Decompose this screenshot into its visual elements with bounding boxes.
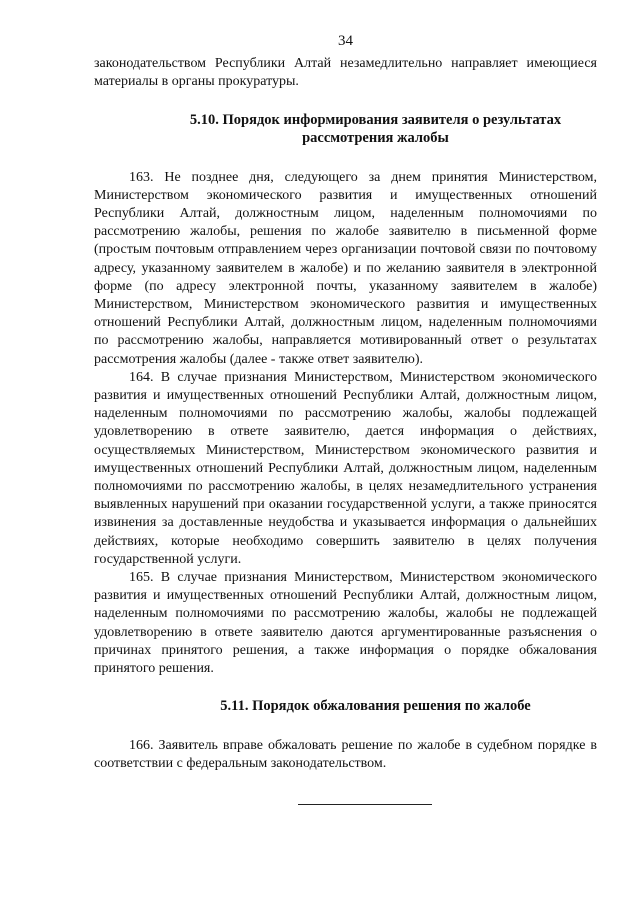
section-5-11-heading: 5.11. Порядок обжалования решения по жалобе [220,698,531,715]
paragraph-165: 165. В случае признания Министерством, Министерством экономического развития и имущественных отношений Республики Алтай, должностным лицом, наделенным полномочиями по рассмотрению жалобы, жалобы не подлежащей удовлетворению в ответе заявителю даются аргументированные разъяснения о причинах принятого решения, а также информация о порядке обжалования принятого решения. [94,570,597,677]
paragraph-163: 163. Не позднее дня, следующего за днем принятия Министерством, Министерством экономического развития и имущественных отношений Республики Алтай, должностным лицом, наделенным полномочиями по рассмотрению жалобы, решения по жалобе заявителю в письменной форме (простым почтовым отправлением через организации почтовой связи по почтовому адресу, указанному заявителем в жалобе) и по желанию заявителя в электронной форме (по адресу электронной почты, указанному заявителем в жалобе) Министерством, Министерством экономического развития и имущественных отношений Республики Алтай, должностным лицом, наделенным полномочиями по рассмотрению жалобы, направляется мотивированный ответ о результатах рассмотрения жалобы (далее - также ответ заявителю). [94,169,597,367]
end-divider [298,804,432,805]
paragraph-166: 166. Заявитель вправе обжаловать решение по жалобе в судебном порядке в соответствии с федеральным законодательством. [94,737,597,771]
page-number: 34 [338,33,353,49]
document-page [94,32,597,805]
paragraph-164: 164. В случае признания Министерством, Министерством экономического развития и имущественных отношений Республики Алтай, должностным лицом, наделенным полномочиями по рассмотрению жалобы, жалобы подлежащей удовлетворению в ответе заявителю, дается информация о действиях, осуществляемых Министерством, Министерством экономического развития и имущественных отношений Республики Алтай, должностным лицом, наделенным полномочиями по рассмотрению жалобы, в целях незамедлительного устранения выявленных нарушений при оказании государственной услуги, а также приносятся извинения за доставленные неудобства и указывается информация о дальнейших действиях, которые необходимо совершить заявителю в целях получения государственной услуги. [94,369,597,567]
section-5-10-heading: 5.10. Порядок информирования заявителя о результатах рассмотрения жалобы [189,111,562,147]
intro-paragraph: законодательством Республики Алтай незамедлительно направляет имеющиеся материалы в органы прокуратуры. [94,56,597,90]
